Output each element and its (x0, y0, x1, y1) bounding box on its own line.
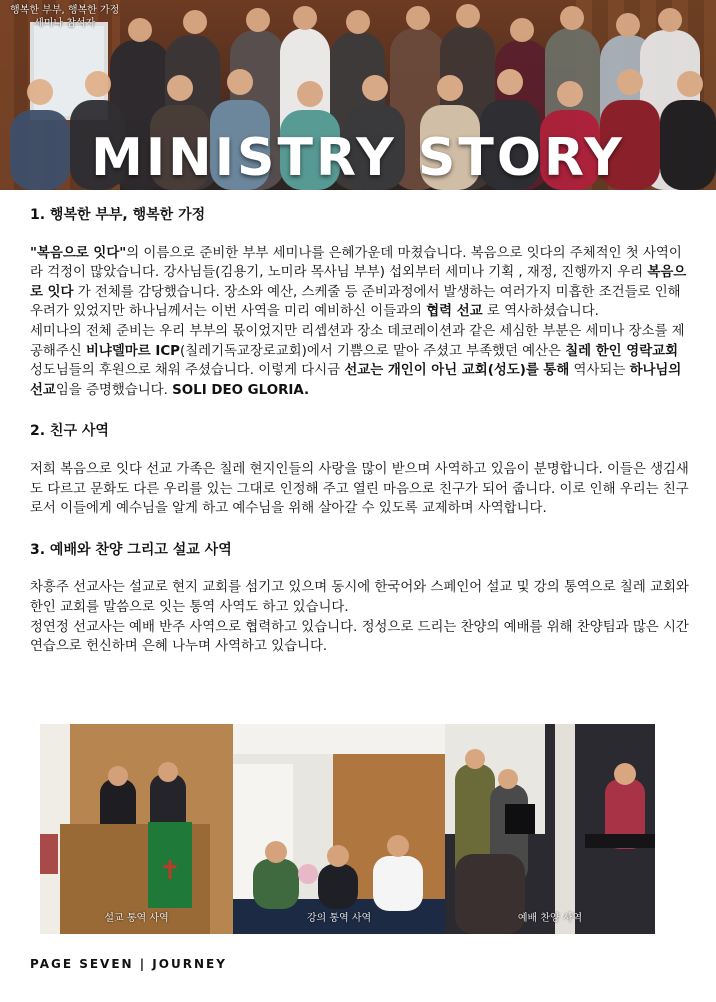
section-2-heading: 2. 친구 사역 (30, 423, 109, 440)
emphasis-text: 선교는 개인이 아닌 교회(성도)를 통해 (344, 363, 570, 379)
section-3-paragraph-2: 정연정 선교사는 예배 반주 사역으로 협력하고 있습니다. 정성으로 드리는 찬양의 예배를 위해 찬양팀과 많은 시간 연습으로 헌신하며 은혜 나누며 사역하고 있습니다. (30, 619, 689, 655)
section-3-paragraph-1: 차흥주 선교사는 설교로 현지 교회를 섬기고 있으며 동시에 한국어와 스페인어 설교 및 강의 통역으로 칠레 교회와 한인 교회를 말씀으로 잇는 통역 사역도 하고 있습니다. (30, 580, 689, 615)
section-3-heading: 3. 예배와 찬양 그리고 설교 사역 (30, 541, 232, 558)
emphasis-text: SOLI DEO GLORIA. (172, 382, 310, 398)
body-text: 역사되는 (569, 363, 630, 379)
section-1-paragraph-1 (30, 244, 690, 322)
worship-illustration (445, 724, 655, 934)
hero-caption-line2: 세미나 참석자 (34, 18, 96, 29)
section-1-heading: 1. 행복한 부부, 행복한 가정 (30, 207, 206, 223)
emphasis-text: 칠레 한인 영락교회 (565, 343, 679, 359)
hero-caption (10, 4, 119, 30)
lecture-illustration (233, 724, 445, 934)
emphasis-text: 비냐델마르 ICP (86, 343, 180, 359)
body-text: 로 역사하셨습니다. (482, 304, 599, 320)
page-footer: PAGE SEVEN | JOURNEY (30, 957, 227, 971)
photo-caption-3: 예배 찬양 사역 (517, 913, 583, 924)
section-2-paragraph: 저희 복음으로 잇다 선교 가족은 칠레 현지인들의 사랑을 많이 받으며 사역하고 있음이 분명합니다. 이들은 생김새도 다르고 문화도 다른 우리를 있는 그대로 인정해 주고 열린 마음으로 친구가 되어 줍니다. 이로 인해 우리는 친구로서 이들에게 예수님을 알게 하고 예수님을 위해 살아갈 수 있도록 교제하며 사역합니다. (30, 461, 689, 517)
svg-text:✝: ✝ (159, 856, 181, 886)
emphasis-text: 하나님의 선교 (30, 363, 682, 398)
article-body (30, 206, 690, 657)
photo-lecture-interpretation (233, 724, 445, 934)
emphasis-text: 복음으로 잇다 (30, 265, 687, 300)
photo-strip (40, 724, 655, 934)
body-text: (칠레기독교장로교회)에서 기쁨으로 맡아 주셨고 부족했던 예산은 (179, 343, 566, 359)
emphasis-text: 협력 선교 (426, 304, 483, 320)
body-text: 임을 증명했습니다. (55, 382, 173, 398)
page-title: MINISTRY STORY (91, 128, 625, 188)
section-1-paragraph-2 (30, 322, 690, 400)
body-text: 가 전체를 감당했습니다. 장소와 예산, 스케줄 등 준비과정에서 발생하는 여러가지 미흡한 조건들로 인해 우려가 있었지만 하나님께서는 이번 사역을 미리 예비하신 이들과의 (30, 284, 681, 320)
hero-photo (0, 0, 716, 190)
photo-worship-praise (445, 724, 655, 934)
photo-caption-2: 강의 통역 사역 (306, 913, 372, 924)
body-text: 의 이름으로 준비한 부부 세미나를 은혜가운데 마쳤습니다. 복음으로 잇다의 주체적인 첫 사역이라 걱정이 많았습니다. 강사님들(김용기, 노미라 목사님 부부) 섭외부터 세미나 기획 , 재정, 진행까지 우리 (30, 245, 682, 281)
photo-sermon-interpretation (40, 724, 233, 934)
photo-caption-1: 설교 통역 사역 (104, 913, 169, 924)
body-text: 성도님들의 후원으로 채워 주셨습니다. 이렇게 다시금 (30, 363, 345, 379)
body-text: 세미나의 전체 준비는 우리 부부의 몫이었지만 리셉션과 장소 데코레이션과 같은 세심한 부분은 세미나 장소를 제공해주신 (30, 323, 685, 359)
emphasis-text: "복음으로 잇다" (30, 245, 127, 261)
pulpit-illustration (40, 724, 233, 934)
hero-caption-line1: 행복한 부부, 행복한 가정 (10, 5, 120, 16)
